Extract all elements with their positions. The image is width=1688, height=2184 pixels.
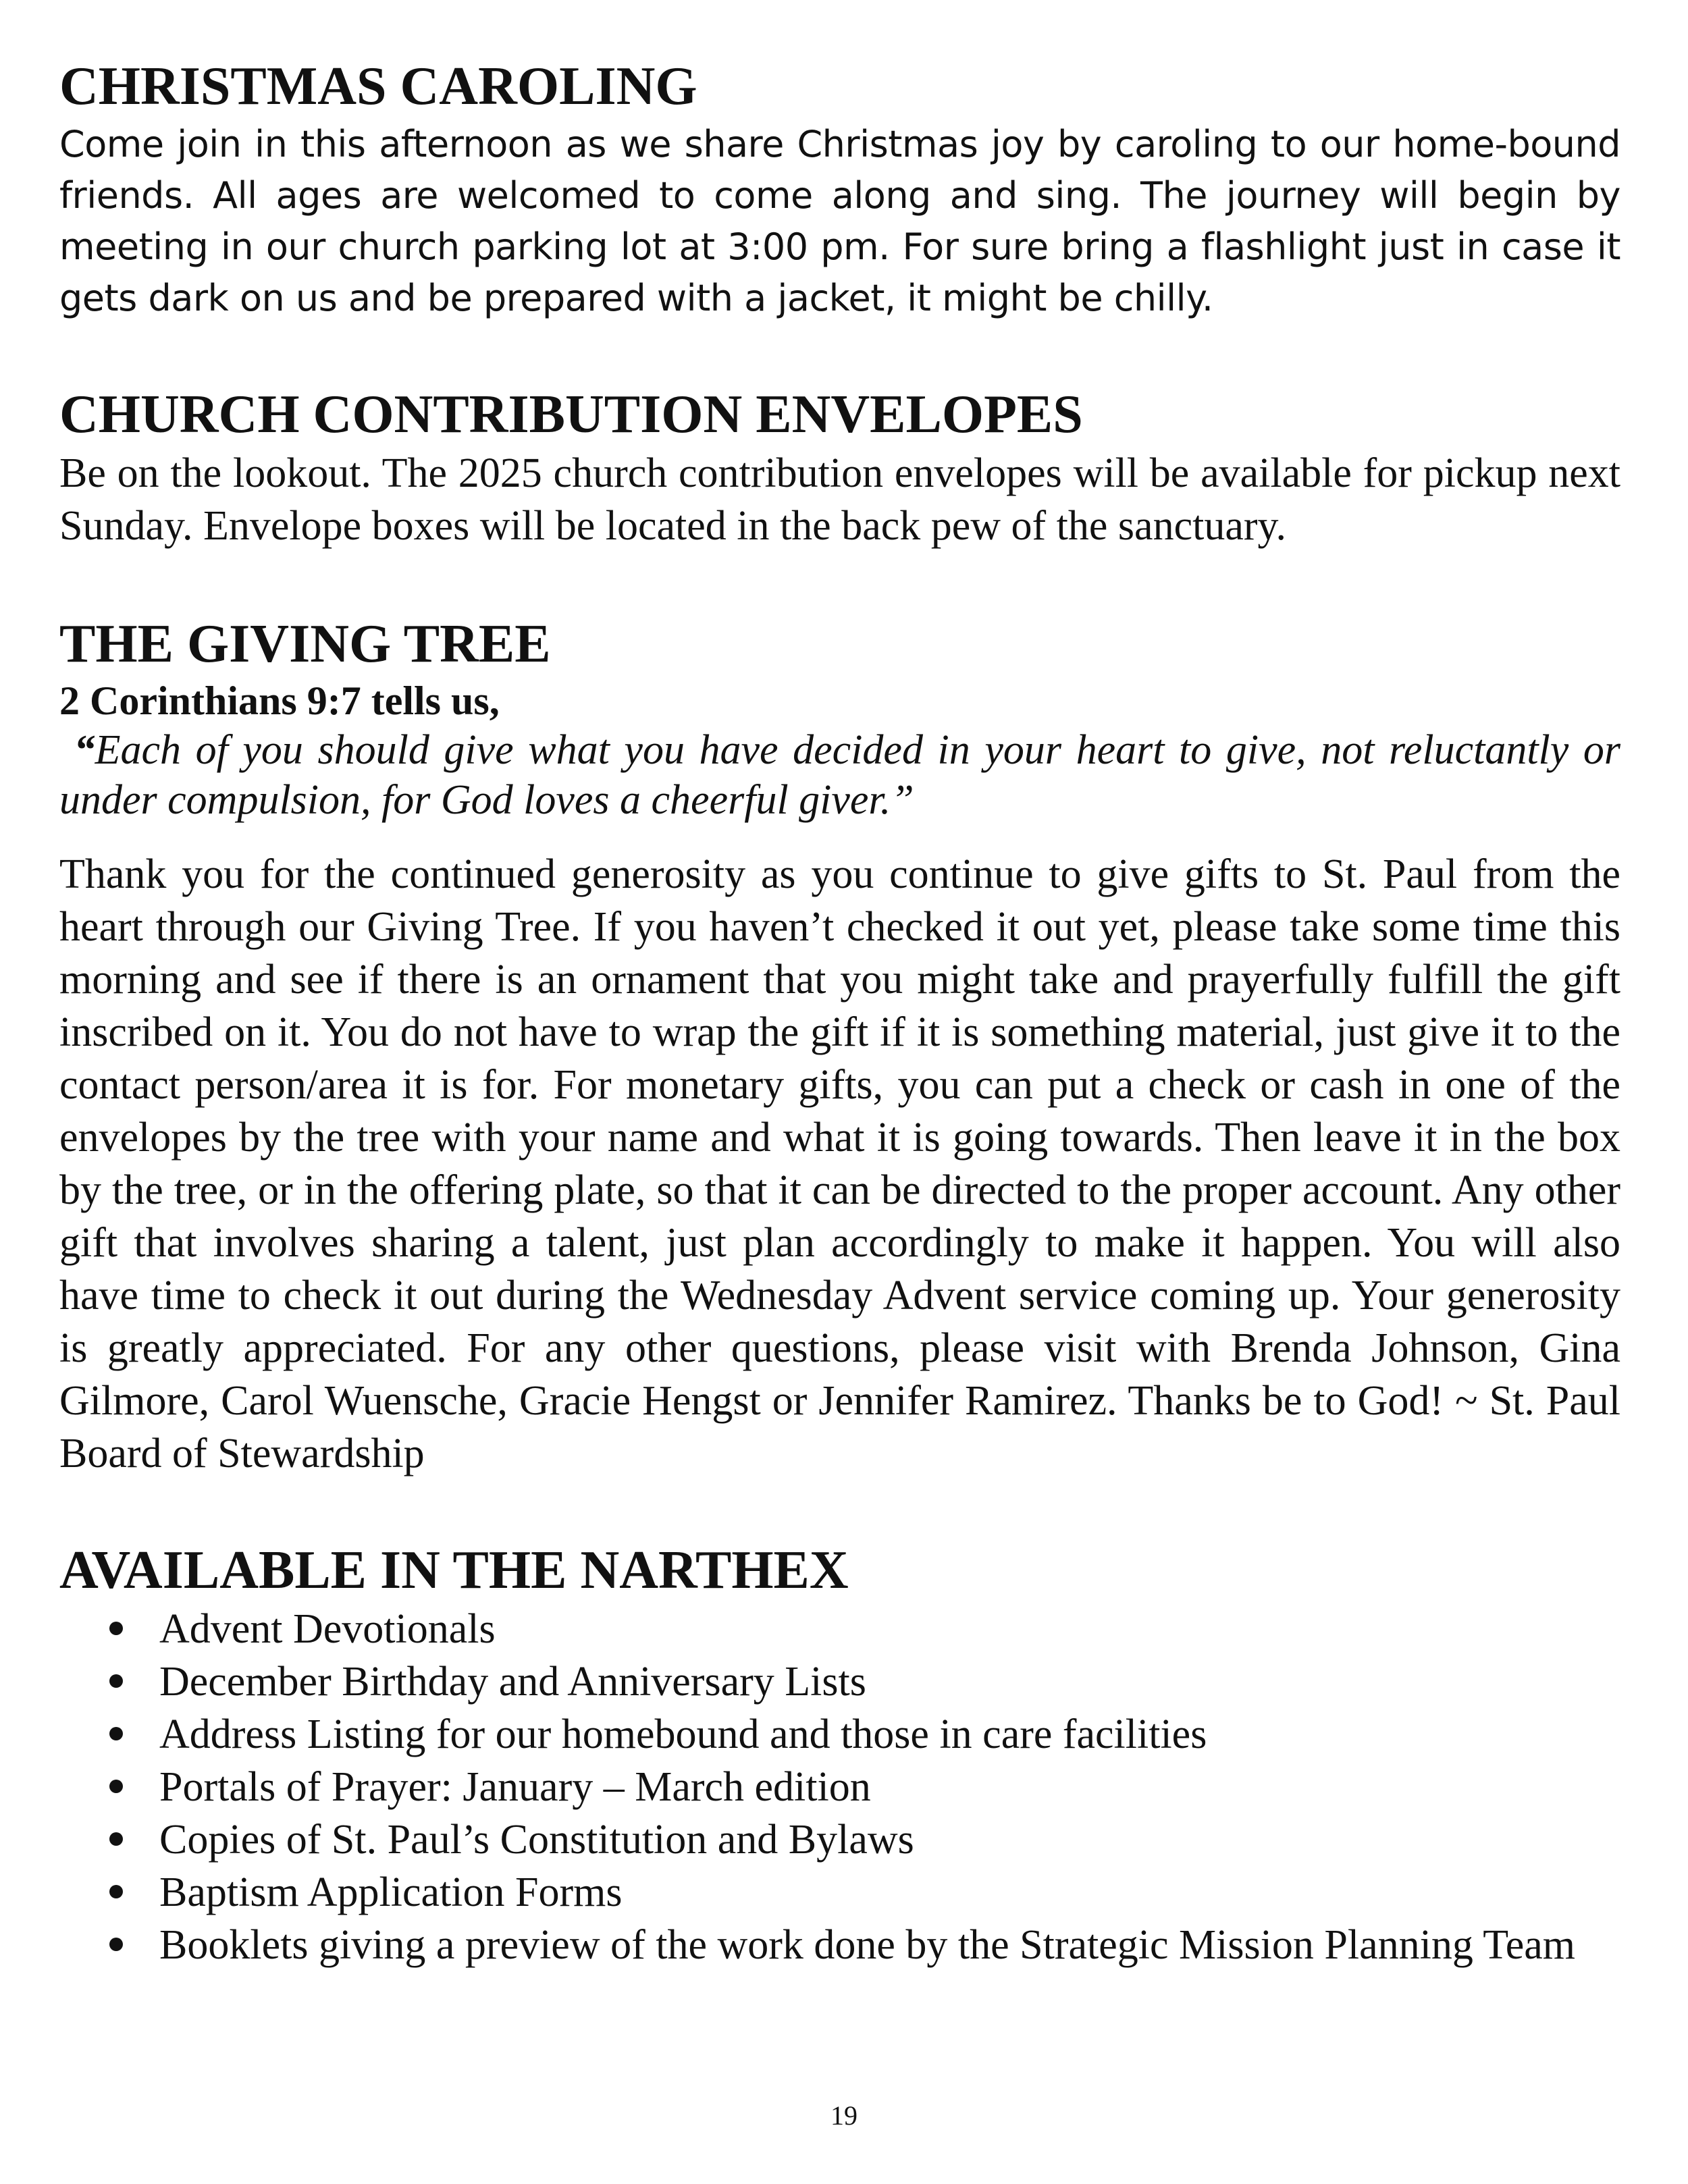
list-item-text: Booklets giving a preview of the work done by the Strategic Mission Planning Team (159, 1922, 1576, 1968)
narthex-list (59, 1603, 1620, 1971)
bullet-icon (109, 1780, 123, 1793)
bullet-icon (109, 1727, 123, 1740)
narthex-section (59, 1538, 1620, 1971)
christmas-caroling-section (59, 54, 1620, 324)
scripture-reference: 2 Corinthians 9:7 tells us, (59, 678, 500, 723)
list-item-text: Copies of St. Paul’s Constitution and Bylaws (159, 1817, 914, 1863)
list-item (159, 1708, 1620, 1761)
list-item (159, 1603, 1620, 1655)
verse-text: Each of you should give what you have decided in your heart to give, not reluctantly or under compulsion, for God loves a cheerful giver.” (59, 727, 1620, 823)
verse-open-quote: “ (74, 727, 95, 773)
list-item (159, 1655, 1620, 1708)
bullet-icon (109, 1674, 123, 1688)
contribution-envelopes-body: Be on the lookout. The 2025 church contribution envelopes will be available for pickup next Sunday. Envelope boxes will be located in the back pew of the sanctuary. (59, 450, 1620, 549)
list-item (159, 1813, 1620, 1866)
bullet-icon (109, 1938, 123, 1951)
narthex-heading: AVAILABLE IN THE NARTHEX (59, 1541, 849, 1600)
list-item-text: Advent Devotionals (159, 1606, 496, 1652)
list-item (159, 1866, 1620, 1919)
list-item-text: Address Listing for our homebound and those in care facilities (159, 1711, 1207, 1757)
scripture-verse (59, 725, 1620, 825)
bullet-icon (109, 1832, 123, 1846)
contribution-envelopes-heading: CHURCH CONTRIBUTION ENVELOPES (59, 385, 1083, 444)
bullet-icon (109, 1622, 123, 1635)
list-item (159, 1761, 1620, 1813)
list-item (159, 1919, 1620, 1971)
list-item-text: Baptism Application Forms (159, 1869, 623, 1915)
contribution-envelopes-section (59, 382, 1620, 552)
page-number: 19 (830, 2100, 858, 2131)
list-item-text: December Birthday and Anniversary Lists (159, 1659, 866, 1705)
christmas-caroling-body: Come join in this afternoon as we share Christmas joy by caroling to our home-bound friends. All ages are welcomed to come along and sing. The journey will begin by meeting in our church parking lot at 3:00 pm. For sure bring a flashlight just in case it gets dark on us and be prepared with a jacket, it might be chilly. (59, 123, 1620, 319)
bullet-icon (109, 1885, 123, 1898)
giving-tree-heading: THE GIVING TREE (59, 614, 551, 674)
list-item-text: Portals of Prayer: January – March edition (159, 1764, 871, 1810)
giving-tree-body: Thank you for the continued generosity as you continue to give gifts to St. Paul from the heart through our Giving Tree. If you haven’t checked it out yet, please take some time this morning and see if there is an ornament that you might take and prayerfully fulfill the gift inscribed on it. You do not have to wrap the gift if it is something material, just give it to the contact person/area it is for. For monetary gifts, you can put a check or cash in one of the envelopes by the tree with your name and what it is going towards. Then leave it in the box by the tree, or in the offering plate, so that it can be directed to the proper account. Any other gift that involves sharing a talent, just plan accordingly to make it happen. You will also have time to check it out during the Wednesday Advent service coming up. Your generosity is greatly appreciated. For any other questions, please visit with Brenda Johnson, Gina Gilmore, Carol Wuensche, Gracie Hengst or Jennifer Ramirez. Thanks be to God! ~ St. Paul Board of Stewardship (59, 851, 1620, 1476)
christmas-caroling-heading: CHRISTMAS CAROLING (59, 57, 697, 116)
giving-tree-section (59, 612, 1620, 1480)
bulletin-page (59, 54, 1620, 1971)
